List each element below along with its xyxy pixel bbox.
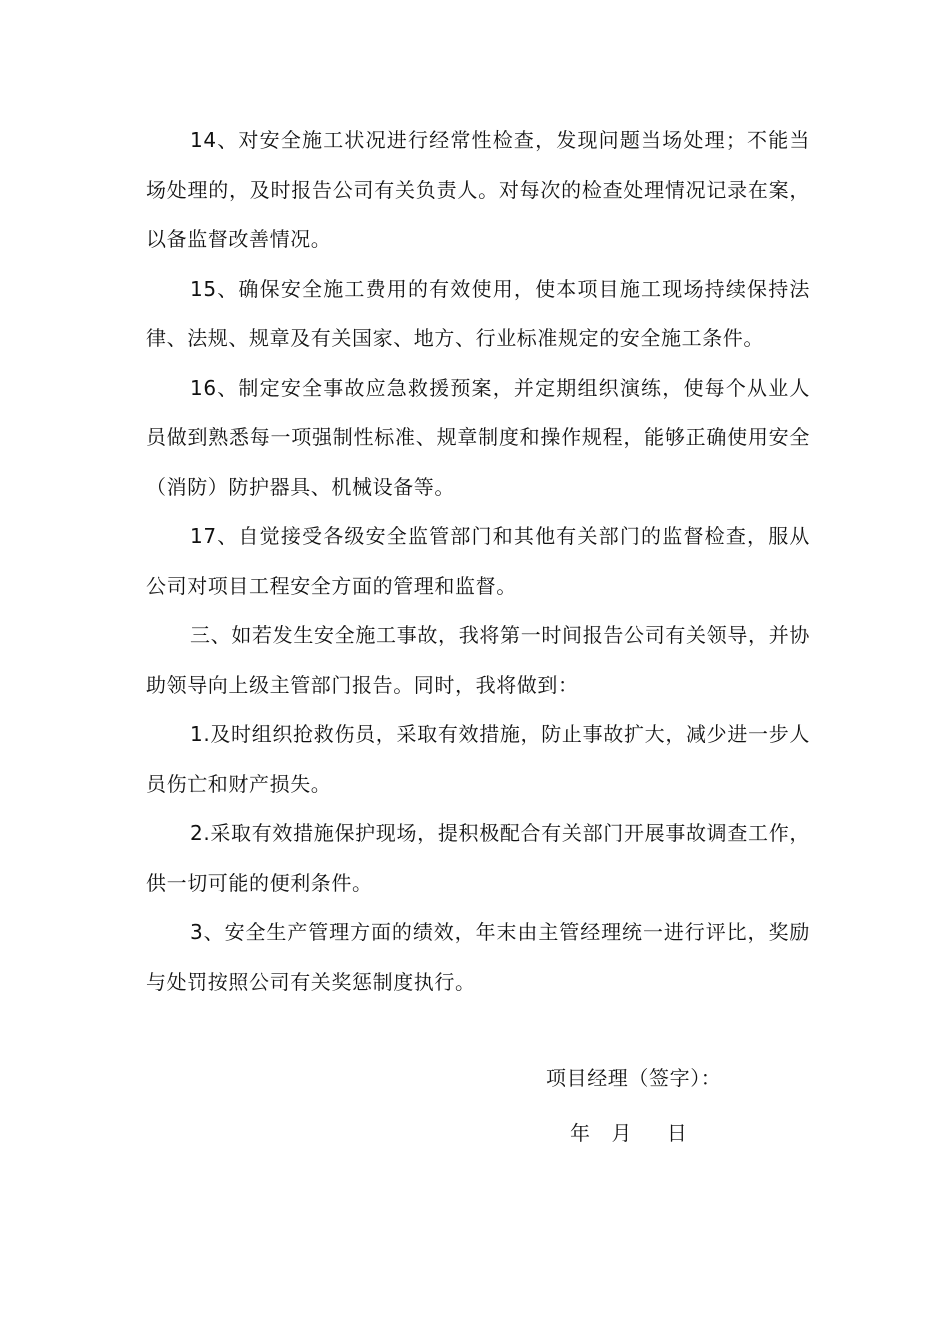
signature-label: 项目经理（签字）：: [546, 1066, 722, 1090]
paragraph-step-3: 3、安全生产管理方面的绩效，年末由主管经理统一进行评比，奖励与处罚按照公司有关奖惩制度执行。: [146, 920, 810, 994]
document-body: [146, 116, 810, 1007]
paragraph-section-3: 三、如若发生安全施工事故，我将第一时间报告公司有关领导，并协助领导向上级主管部门报告。同时，我将做到：: [146, 623, 810, 697]
paragraph-item-17: 17、自觉接受各级安全监管部门和其他有关部门的监督检查，服从公司对项目工程安全方面的管理和监督。: [146, 524, 810, 598]
paragraph-item-14: 14、对安全施工状况进行经常性检查，发现问题当场处理；不能当场处理的，及时报告公司有关负责人。对每次的检查处理情况记录在案，以备监督改善情况。: [146, 128, 810, 251]
signature-block: [546, 1063, 721, 1093]
paragraph-step-2: 2.采取有效措施保护现场，提积极配合有关部门开展事故调查工作，供一切可能的便利条件。: [146, 821, 810, 895]
paragraph-item-15: 15、确保安全施工费用的有效使用，使本项目施工现场持续保持法律、法规、规章及有关国家、地方、行业标准规定的安全施工条件。: [146, 276, 810, 350]
paragraph-item-16: 16、制定安全事故应急救援预案，并定期组织演练，使每个从业人员做到熟悉每一项强制性标准、规章制度和操作规程，能够正确使用安全（消防）防护器具、机械设备等。: [146, 375, 810, 499]
paragraph-step-1: 1.及时组织抢救伤员，采取有效措施，防止事故扩大，减少进一步人员伤亡和财产损失。: [146, 722, 810, 796]
date-line: 年 月 日: [570, 1121, 688, 1145]
